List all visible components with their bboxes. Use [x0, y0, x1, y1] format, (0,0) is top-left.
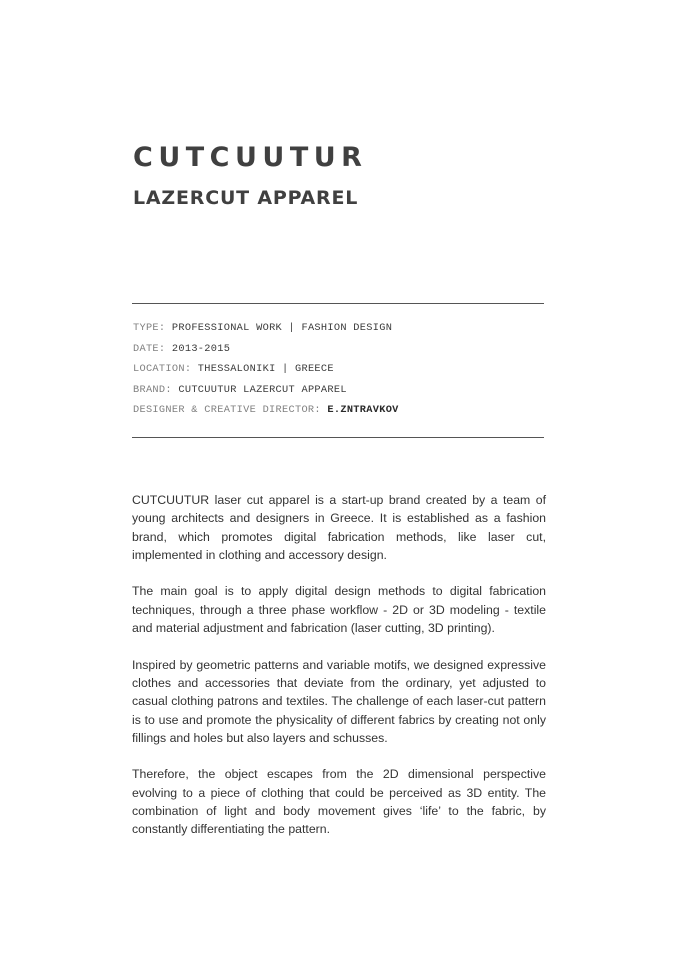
- info-date: [133, 341, 399, 362]
- info-location: [133, 361, 399, 382]
- info-location-label: LOCATION:: [133, 363, 192, 376]
- info-designer-label: DESIGNER & CREATIVE DIRECTOR:: [133, 404, 321, 417]
- info-date-value: 2013-2015: [171, 342, 231, 355]
- project-info-list: [133, 320, 399, 423]
- info-type: [133, 320, 399, 341]
- info-brand-label: BRAND:: [133, 383, 172, 396]
- info-location-value: THESSALONIKI | GREECE: [197, 363, 334, 376]
- info-brand-value: CUTCUUTUR LAZERCUT APPAREL: [178, 383, 347, 396]
- project-subtitle: LAZERCUT APPAREL: [133, 187, 359, 209]
- project-title: CUTCUUTUR: [133, 142, 368, 173]
- info-type-label: TYPE:: [133, 322, 166, 334]
- bottom-divider: [132, 437, 544, 438]
- info-designer-value: E.ZNTRAVKOV: [327, 404, 399, 417]
- info-date-label: DATE:: [133, 342, 166, 355]
- top-divider: [132, 303, 544, 304]
- info-brand: [133, 382, 399, 403]
- description-paragraph: Inspired by geometric patterns and variable motifs, we designed expressive clothes and accessories that deviate from the ordinary, yet adjusted to casual clothing patrons and textiles. The challenge of each laser-cut pattern is to use and promote the physicality of different fabrics by creating not only fillings and holes but also layers and schusses.: [132, 657, 546, 745]
- info-type-value: PROFESSIONAL WORK | FASHION DESIGN: [171, 322, 393, 334]
- info-designer: [133, 402, 399, 423]
- description-paragraph: The main goal is to apply digital design methods to digital fabrication techniques, through a three phase workflow - 2D or 3D modeling - textile and material adjustment and fabrication (laser cutting, 3D printing).: [132, 584, 546, 636]
- project-description: [132, 491, 546, 857]
- description-paragraph: Therefore, the object escapes from the 2D dimensional perspective evolving to a piece of clothing that could be perceived as 3D entity. The combination of light and body movement gives ‘life’ to the fabric, by constantly differentiating the pattern.: [132, 767, 546, 837]
- description-paragraph: CUTCUUTUR laser cut apparel is a start-up brand created by a team of young architects and designers in Greece. It is established as a fashion brand, which promotes digital fabrication methods, like laser cut, implemented in clothing and accessory design.: [132, 493, 546, 562]
